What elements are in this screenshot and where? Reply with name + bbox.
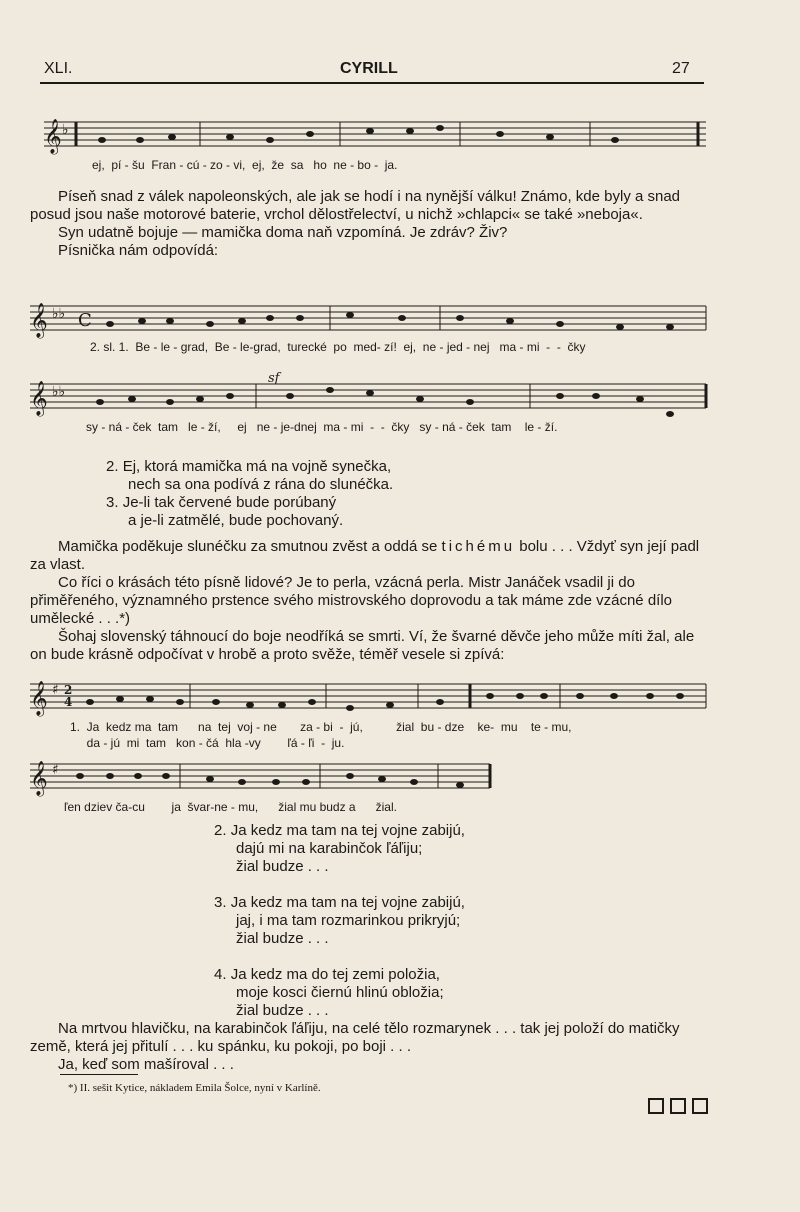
stanza: 4. Ja kedz ma do tej zemi položia, xyxy=(214,966,440,983)
paragraph: Na mrtvou hlavičku, na karabinčok ľáľiju, na celé tělo rozmarynek . . . tak jej položí do matičky země, která jej přitulí . . . ku spánku, ku pokoji, po boji . . . xyxy=(30,1020,680,1055)
paragraph: Mamička poděkuje slunéčku za smutnou zvěst a oddá se tichému bolu . . . Vždyť syn její padl za vlast. xyxy=(30,538,700,573)
svg-text:4: 4 xyxy=(64,695,73,709)
music-staff-1 xyxy=(30,110,710,172)
svg-text:𝄞: 𝄞 xyxy=(44,119,62,154)
svg-text:♯: ♯ xyxy=(52,762,59,778)
paragraph-block-b xyxy=(30,538,706,664)
svg-text:𝄞: 𝄞 xyxy=(30,381,48,416)
staff-1-lyrics: ej, pí - šu Fran - cú - zo - vi, ej, že sa ho ne - bo - ja. xyxy=(92,158,398,172)
music-staff-3 xyxy=(30,368,710,434)
paragraph: Syn udatně bojuje — mamička doma naň vzpomíná. Je zdráv? Živ? xyxy=(58,224,508,241)
square-ornament-icon xyxy=(692,1098,708,1114)
staff-4-lyrics-2: da - jú mi tam kon - čá hla -vy ľá - ľi - ju. xyxy=(70,736,345,750)
footnote: *) II. sešit Kytice, nákladem Emila Šolce, nyní v Karlíně. xyxy=(68,1082,321,1094)
paragraph: Písnička nám odpovídá: xyxy=(58,242,219,259)
music-staff-5 xyxy=(30,754,710,814)
end-ornament xyxy=(648,1098,708,1114)
stanza-line: žial budze . . . xyxy=(236,1002,329,1019)
svg-text:𝄞: 𝄞 xyxy=(30,681,48,716)
stanza: 2. Ja kedz ma tam na tej vojne zabijú, xyxy=(214,822,465,839)
stanza: 3. Ja kedz ma tam na tej vojne zabijú, xyxy=(214,894,465,911)
stanza: 3. Je-li tak červené bude porúbaný xyxy=(106,494,337,511)
staff-3-lyrics: sy - ná - ček tam le - ží, ej ne - je-dnej ma - mi - - čky sy - ná - ček tam le - ží. xyxy=(86,420,558,434)
svg-text:♭: ♭ xyxy=(62,122,69,138)
verse-block-b xyxy=(214,822,465,1020)
staff-1-notation xyxy=(30,110,710,158)
stanza-line: žial budze . . . xyxy=(236,858,329,875)
paragraph: Píseň snad z válek napoleonských, ale jak se hodí i na nynější válku! Známo, kde byly a snad posud jsou naše motorové baterie, vrchol dělostřelectví, u nichž »chlapci« se také »neboja«. xyxy=(30,188,681,223)
staff-4-notation xyxy=(30,672,710,718)
svg-text:2: 2 xyxy=(64,683,73,697)
verse-block-a xyxy=(106,458,393,530)
paragraph: Šohaj slovenský táhnoucí do boje neodříká se smrti. Ví, že švarné děvče jeho může míti žal, ale on bude krásně odpočívat v hrobě a proto svěže, téměř vesele si zpívá: xyxy=(30,628,695,663)
stanza-line: dajú mi na karabinčok ľáľiju; xyxy=(236,840,423,857)
staff-5-notation xyxy=(30,754,710,798)
paragraph: Co říci o krásách této písně lidové? Je to perla, vzácná perla. Mistr Janáček vsadil ji do přiměřeného, významného prstence svého mistrovského doprovodu a tak máme zde vzácné dílo umělecké . . .*) xyxy=(30,574,673,627)
stanza-line: moje kosci čiernú hlinú obložia; xyxy=(236,984,444,1001)
running-title: CYRILL xyxy=(340,60,398,77)
music-staff-2 xyxy=(30,296,710,354)
running-header xyxy=(40,60,704,82)
staff-4-lyrics-1: 1. Ja kedz ma tam na tej voj - ne za - bi - jú, žial bu - dze ke- mu te - mu, xyxy=(70,720,572,734)
square-ornament-icon xyxy=(648,1098,664,1114)
staff-2-lyrics: 2. sl. 1. Be - le - grad, Be - le-grad, turecké po med- zí! ej, ne - jed - nej ma - mi - - čky xyxy=(90,340,586,354)
stanza-line: jaj, i ma tam rozmarinkou prikryjú; xyxy=(236,912,461,929)
chapter-number: XLI. xyxy=(44,60,73,77)
paragraph: Ja, keď som mašíroval . . . xyxy=(58,1056,234,1073)
staff-3-notation xyxy=(30,368,710,418)
music-staff-4 xyxy=(30,672,710,750)
svg-text:𝄞: 𝄞 xyxy=(30,761,48,796)
header-rule xyxy=(40,82,704,84)
staff-2-notation xyxy=(30,296,710,340)
svg-text:♭♭: ♭♭ xyxy=(52,306,66,322)
paragraph-block-a xyxy=(30,188,706,260)
square-ornament-icon xyxy=(670,1098,686,1114)
staff-5-lyrics: ľen dziev ča-cu ja švar-ne - mu, žial mu budz a žial. xyxy=(64,800,397,814)
svg-text:𝄞: 𝄞 xyxy=(30,303,48,338)
emphasis: tichému xyxy=(441,538,516,555)
stanza-line: a je-li zatmělé, bude pochovaný. xyxy=(128,512,344,529)
page-number: 27 xyxy=(672,60,690,77)
dynamic-marking: sf xyxy=(268,371,280,386)
stanza: 2. Ej, ktorá mamička má na vojně synečka, xyxy=(106,458,392,475)
svg-text:♭♭: ♭♭ xyxy=(52,384,66,400)
svg-text:C: C xyxy=(78,310,92,331)
stanza-line: nech sa ona podívá z rána do slunéčka. xyxy=(128,476,394,493)
svg-text:♯: ♯ xyxy=(52,682,59,698)
footnote-rule xyxy=(60,1074,138,1075)
stanza-line: žial budze . . . xyxy=(236,930,329,947)
paragraph-block-d xyxy=(30,1020,706,1074)
